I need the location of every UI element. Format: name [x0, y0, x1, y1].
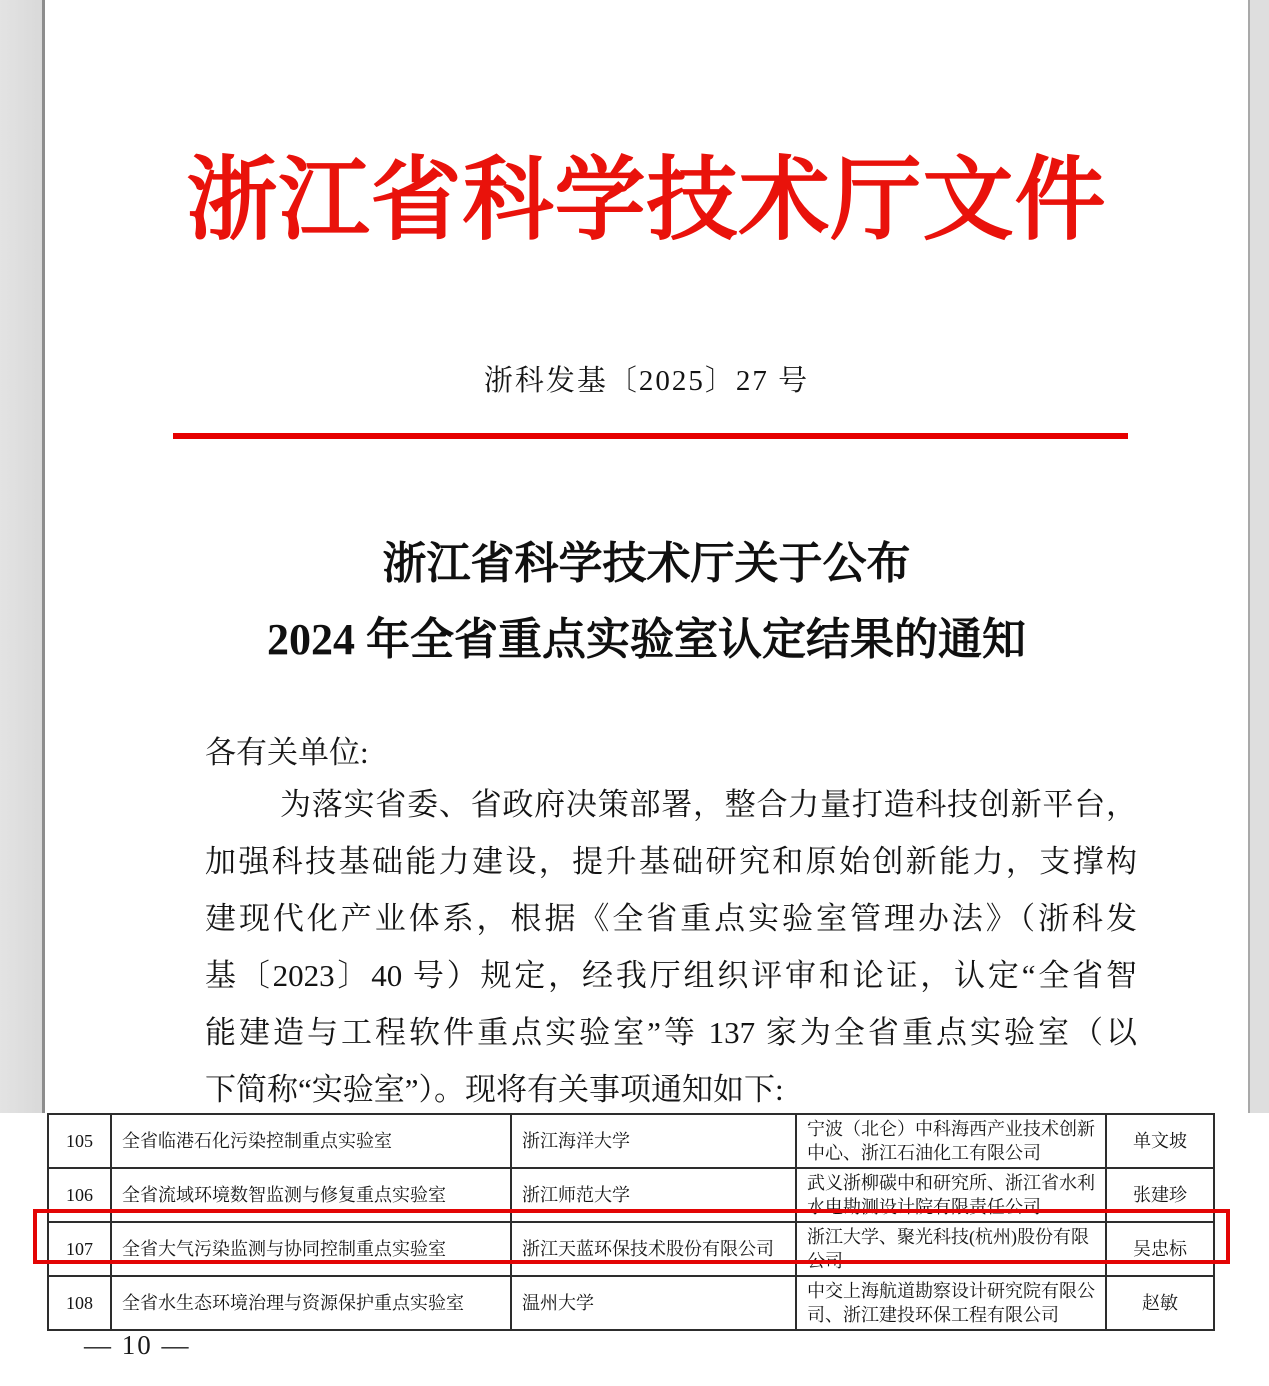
body-line: 加强科技基础能力建设，提升基础研究和原始创新能力，支撑构: [205, 844, 1137, 879]
body-line: 为落实省委、省政府决策部署，整合力量打造科技创新平台，: [280, 787, 1137, 822]
body-line: 下简称“实验室”）。现将有关事项通知如下:: [205, 1072, 784, 1107]
row-number-cell: 108: [48, 1276, 111, 1330]
director-cell: 赵敏: [1106, 1276, 1214, 1330]
lead-unit-cell: 浙江师范大学: [511, 1168, 796, 1222]
body-line: 基〔2023〕40 号）规定，经我厅组织评审和论证，认定“全省智: [205, 958, 1137, 993]
scan-left-margin: [0, 0, 45, 1113]
row-number-cell: 105: [48, 1114, 111, 1168]
table-row-106: [48, 1168, 1214, 1222]
table-row-105: [48, 1114, 1214, 1168]
key-labs-results-table: [47, 1113, 1215, 1331]
lead-unit-cell: 温州大学: [511, 1276, 796, 1330]
agency-letterhead-title: 浙江省科学技术厅文件: [186, 150, 1107, 251]
document-reference-number: 浙科发基〔2025〕27 号: [483, 365, 810, 397]
table-row-108: [48, 1276, 1214, 1330]
row-number-cell: 107: [48, 1222, 111, 1276]
lead-unit-cell: 浙江海洋大学: [511, 1114, 796, 1168]
director-cell: 吴忠标: [1106, 1222, 1214, 1276]
notice-title-line-2: 2024 年全省重点实验室认定结果的通知: [267, 615, 1026, 664]
lead-unit-cell: 浙江天蓝环保技术股份有限公司: [511, 1222, 796, 1276]
lab-name-cell: 全省临港石化污染控制重点实验室: [111, 1114, 511, 1168]
table-row-107-highlighted: [48, 1222, 1214, 1276]
lab-name-cell: 全省流域环境数智监测与修复重点实验室: [111, 1168, 511, 1222]
partner-units-cell: 中交上海航道勘察设计研究院有限公司、浙江建投环保工程有限公司: [796, 1276, 1106, 1330]
director-cell: 单文坡: [1106, 1114, 1214, 1168]
notice-title-line-1: 浙江省科学技术厅关于公布: [382, 539, 911, 588]
body-line: 能建造与工程软件重点实验室”等 137 家为全省重点实验室（以: [205, 1015, 1137, 1050]
row-number-cell: 106: [48, 1168, 111, 1222]
body-line: 建现代化产业体系，根据《全省重点实验室管理办法》（浙科发: [205, 901, 1137, 936]
partner-units-cell: 武义浙柳碳中和研究所、浙江省水利水电勘测设计院有限责任公司: [796, 1168, 1106, 1222]
salutation: 各有关单位:: [205, 735, 369, 770]
partner-units-cell: 浙江大学、聚光科技(杭州)股份有限公司: [796, 1222, 1106, 1276]
lab-name-cell: 全省大气污染监测与协同控制重点实验室: [111, 1222, 511, 1276]
page-number: — 10 —: [84, 1330, 191, 1360]
partner-units-cell: 宁波（北仑）中科海西产业技术创新中心、浙江石油化工有限公司: [796, 1114, 1106, 1168]
scan-right-margin: [1248, 0, 1269, 1113]
lab-name-cell: 全省水生态环境治理与资源保护重点实验室: [111, 1276, 511, 1330]
letterhead-divider-rule: [173, 433, 1128, 439]
notice-body: [205, 776, 1137, 1118]
director-cell: 张建珍: [1106, 1168, 1214, 1222]
